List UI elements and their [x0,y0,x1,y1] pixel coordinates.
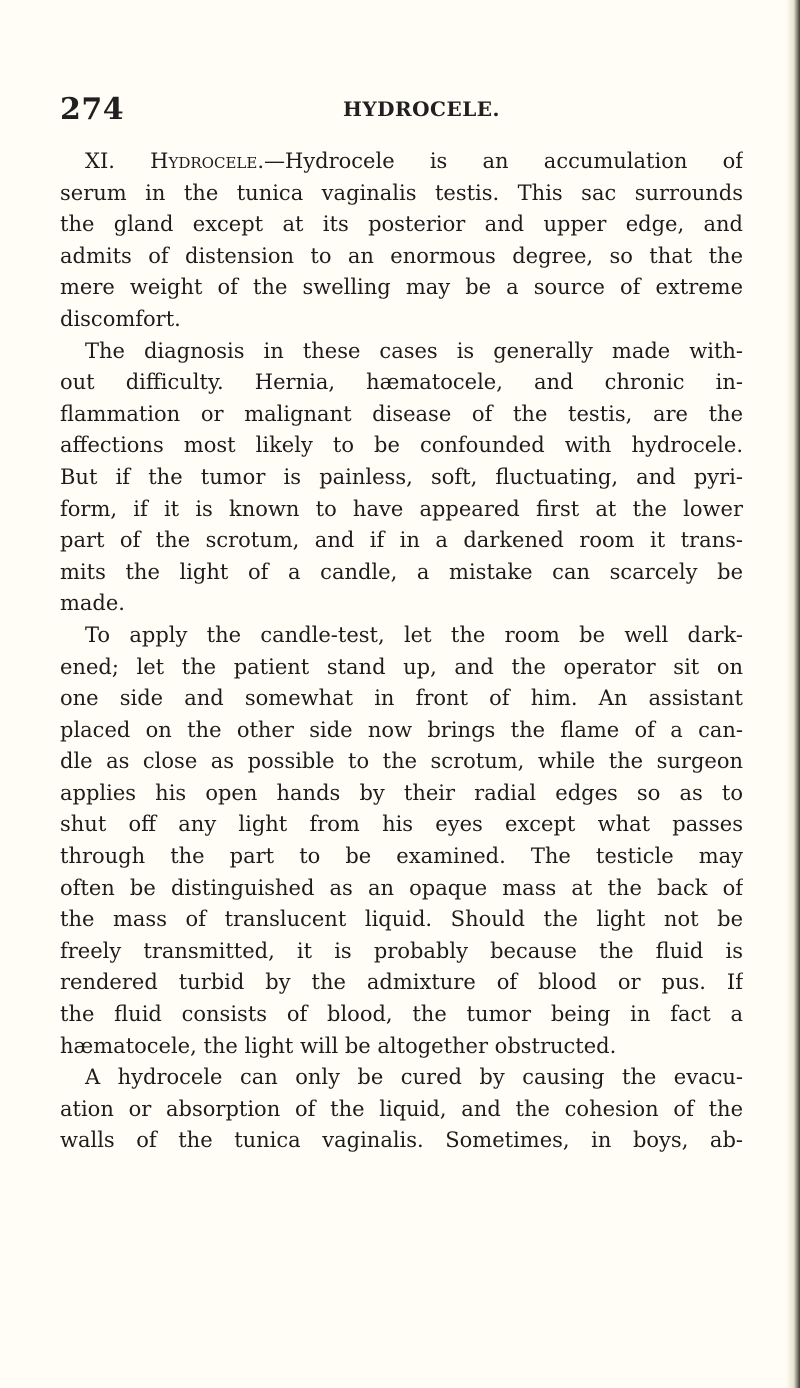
text-line: the mass of translucent liquid. Should the light not be [60,907,743,932]
text-line: XI. Hydrocele.—Hydrocele is an accumulation of [85,149,743,173]
text-line: mits the light of a candle, a mistake can scarcely be [60,559,743,584]
text-line: ation or absorption of the liquid, and the cohesion of the [60,1096,743,1121]
text-line: applies his open hands by their radial edges so as to [60,780,743,805]
text-line: placed on the other side now brings the flame of a can- [60,717,743,742]
text-line: out difficulty. Hernia, hæmatocele, and chronic in- [60,370,743,395]
text-line: mere weight of the swelling may be a source of extreme [60,275,743,300]
running-title: HYDROCELE. [343,97,500,121]
text-line: hæmatocele, the light will be altogether obstructed. [60,1033,617,1058]
text-line: But if the tumor is painless, soft, fluctuating, and pyri- [60,464,743,489]
text-line: The diagnosis in these cases is generally made with- [85,338,743,363]
text-line: part of the scrotum, and if in a darkened room it trans- [60,528,743,553]
running-header [60,92,715,132]
text-line: freely transmitted, it is probably because the fluid is [60,938,743,963]
text-line: admits of distension to an enormous degree, so that the [60,243,743,268]
text-line: A hydrocele can only be cured by causing the evacu- [85,1065,743,1090]
text-line: serum in the tunica vaginalis testis. This sac surrounds [60,180,743,205]
page-edge-shadow [786,0,800,1388]
text-line: walls of the tunica vaginalis. Sometimes, in boys, ab- [60,1128,743,1153]
text-line: the fluid consists of blood, the tumor being in fact a [60,1002,743,1027]
text-line: dle as close as possible to the scrotum, while the surgeon [60,749,743,774]
text-line: ened; let the patient stand up, and the operator sit on [60,654,743,679]
text-line: rendered turbid by the admixture of blood or pus. If [60,970,743,995]
section-number: XI. [85,149,115,173]
text-line: To apply the candle-test, let the room be well dark- [85,622,743,647]
text-line: one side and somewhat in front of him. An assistant [60,686,743,711]
text-line: shut off any light from his eyes except what passes [60,812,743,837]
section-heading: Hydrocele [150,149,258,173]
text-line: discomfort. [60,306,181,331]
text-line: often be distinguished as an opaque mass at the back of [60,875,743,900]
text-line: form, if it is known to have appeared first at the lower [60,496,743,521]
text-line: made. [60,591,125,616]
text-line: the gland except at its posterior and upper edge, and [60,212,743,237]
text-line: affections most likely to be confounded with hydrocele. [60,433,743,458]
text-line: flammation or malignant disease of the testis, are the [60,401,743,426]
body-text [60,146,743,1157]
page-number: 274 [60,92,125,127]
text-line: through the part to be examined. The testicle may [60,844,743,869]
